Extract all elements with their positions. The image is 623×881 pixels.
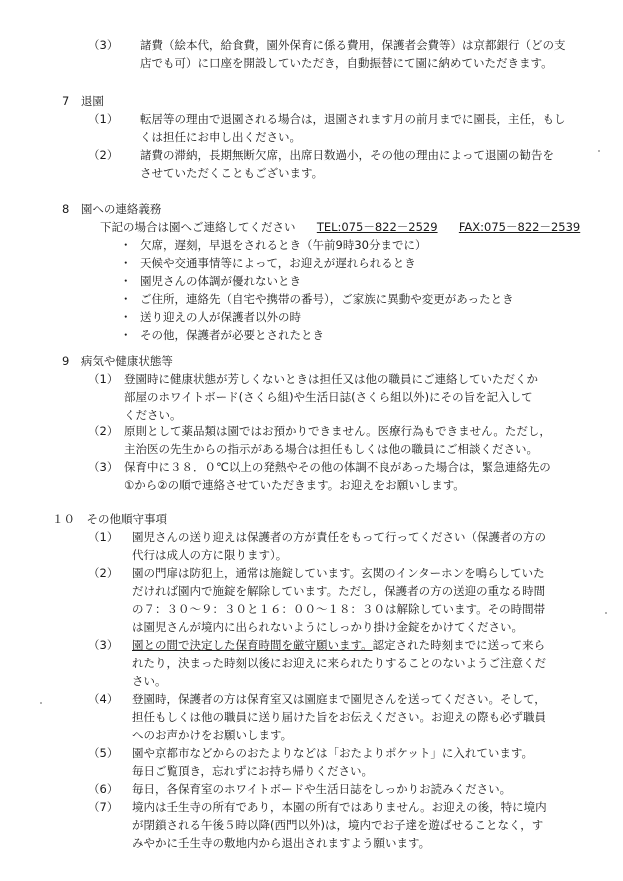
section-10-title: １０ その他順守事項 <box>52 512 167 526</box>
s8-bullet-4: ご住所，連絡先（自宅や携帯の番号），ご家族に異動や変更があったとき <box>140 292 514 306</box>
s10-item4-line-2: 担任もしくは他の職員に送り届けた旨をお伝えください。お迎えの際も必ず職員 <box>132 710 546 724</box>
s10-item4-line-1: 登園時，保護者の方は保育室又は園庭まで園児さんを送ってください。そして， <box>132 692 546 706</box>
s9-item1-line-2: 部屋のホワイトボード(さくら組)や生活日誌(さくら組以外)にその旨を記入して <box>124 390 533 404</box>
s10-item3-line-3: さい。 <box>132 674 167 688</box>
s7-item2-line-2: させていただくこともございます。 <box>140 166 324 180</box>
s8-intro-line <box>100 218 580 236</box>
s10-item2-line-4: は園児さんが境内に出られないようにしっかり掛け金錠をかけてください。 <box>132 620 523 634</box>
s8-bullet-5: 送り迎えの人が保護者以外の時 <box>140 310 301 324</box>
s9-item3-line-2: ①から②の順で連絡させていただきます。お迎えをお願いします。 <box>124 478 465 492</box>
s10-item1-line-1: 園児さんの送り迎えは保護者の方が責任をもって行ってください（保護者の方の <box>132 530 546 544</box>
s10-item7-line-3: みやかに壬生寺の敷地内から退出されますよう願います。 <box>132 836 431 850</box>
s7-item2-line-1: 諸費の滞納，長期無断欠席，出席日数過小，その他の理由によって退園の勧告を <box>140 148 554 162</box>
s7-item2-text <box>140 146 554 182</box>
s7-item2-number: （2） <box>88 148 119 162</box>
s10-item2-line-3: の７：３０～９：３０と１６：００～１８：３０は解除しています。その時間帯 <box>132 602 546 616</box>
s6-item3-number: （3） <box>88 38 119 52</box>
s9-item3-number: （3） <box>88 460 119 474</box>
s10-item4-text <box>132 690 546 744</box>
s6-item3-line-2: 店でも可）に口座を開設していただき，自動振替にて園に納めていただきます。 <box>140 56 553 70</box>
s10-item4-line-3: へのお声かけをお願いします。 <box>132 728 293 742</box>
section-7-title: 7 退園 <box>62 94 104 108</box>
s9-item3-text <box>124 458 551 494</box>
s9-item2-number: （2） <box>88 424 119 438</box>
s9-item1-text <box>124 370 538 424</box>
s10-item5-number: （5） <box>88 746 119 760</box>
s7-item1-text <box>140 110 566 146</box>
s8-bullet-3: 園児さんの体調が優れないとき <box>140 274 301 288</box>
s10-item3-number: （3） <box>88 638 119 652</box>
s8-bullet-1-dot: ・ <box>120 238 132 252</box>
s9-item3-line-1: 保育中に３８．０℃以上の発熱やその他の体調不良があった場合は，緊急連絡先の <box>124 460 551 474</box>
s9-item1-number: （1） <box>88 372 119 386</box>
s10-item1-number: （1） <box>88 530 119 544</box>
s7-item1-line-2: くは担任にお申し出ください。 <box>140 130 301 144</box>
section-8-title: 8 園への連絡義務 <box>62 202 162 216</box>
s8-bullet-4-dot: ・ <box>120 292 132 306</box>
s10-item3-line-2: れたり，決まった時刻以後にお迎えに来られたりすることのないようご注意くだ <box>132 656 546 670</box>
s8-bullet-2-dot: ・ <box>120 256 132 270</box>
s10-item1-text <box>132 528 546 564</box>
s10-item3-emphasis: 園との間で決定した保育時間を厳守願います。 <box>132 638 373 652</box>
s10-item3-text <box>132 636 546 690</box>
s10-item7-line-2: が閉鎖される午後５時以降(西門以外)は，境内でお子達を遊ばせることなく，す <box>132 818 544 832</box>
s9-item2-text <box>124 422 551 458</box>
s10-item1-line-2: 代行は成人の方に限ります）。 <box>132 548 288 562</box>
s10-item3-line-1-rest: 認定された時刻までに送って来ら <box>372 638 546 652</box>
scan-speck <box>598 150 600 152</box>
s10-item6-text <box>132 780 511 798</box>
s8-bullet-6-dot: ・ <box>120 328 132 342</box>
s10-item6-line-1: 毎日，各保育室のホワイトボードや生活日誌をしっかりお読みください。 <box>132 782 512 796</box>
s10-item5-line-2: 毎日ご覧頂き，忘れずにお持ち帰りください。 <box>132 764 374 778</box>
s10-item3-line-1 <box>132 636 546 654</box>
s9-item2-line-1: 原則として薬品類は園ではお預かりできません。医療行為もできません。ただし， <box>124 424 551 438</box>
s7-item1-line-1: 転居等の理由で退園される場合は，退園されます月の前月までに園長，主任，もし <box>140 112 566 126</box>
scan-speck <box>40 702 42 704</box>
s10-item5-text <box>132 744 533 780</box>
s10-item2-line-1: 園の門扉は防犯上，通常は施錠しています。玄関のインターホンを鳴らしていた <box>132 566 545 580</box>
s9-item2-line-2: 主治医の先生からの指示がある場合は担任もしくは他の職員にご相談ください。 <box>124 442 538 456</box>
s10-item4-number: （4） <box>88 692 119 706</box>
scan-speck <box>605 612 607 614</box>
s8-bullet-5-dot: ・ <box>120 310 132 324</box>
s8-bullet-1: 欠席，遅刻，早退をされるとき（午前9時30分までに） <box>140 238 427 252</box>
s10-item2-line-2: だければ園内で施錠を解除しています。ただし，保護者の方の送迎の重なる時間 <box>132 584 546 598</box>
s6-item3-line-1: 諸費（絵本代，給食費，園外保育に係る費用，保護者会費等）は京都銀行（どの支 <box>140 38 566 52</box>
section-9-title: 9 病気や健康状態等 <box>62 354 173 368</box>
s9-item1-line-3: ください。 <box>124 408 182 422</box>
s8-intro-text: 下記の場合は園へご連絡してください <box>100 220 296 234</box>
s10-item7-text <box>132 798 547 852</box>
s10-item5-line-1: 園や京都市などからのおたよりなどは「おたよりポケット」に入れています。 <box>132 746 534 760</box>
s10-item7-number: （7） <box>88 800 119 814</box>
s8-bullet-2: 天候や交通事情等によって，お迎えが遅れられるとき <box>140 256 416 270</box>
s8-tel: TEL:075－822－2529 <box>316 220 438 234</box>
s10-item7-line-1: 境内は壬生寺の所有であり，本園の所有ではありません。お迎えの後，特に境内 <box>132 800 547 814</box>
s8-fax: FAX:075－822－2539 <box>458 220 581 234</box>
s7-item1-number: （1） <box>88 112 119 126</box>
s10-item6-number: （6） <box>88 782 119 796</box>
s9-item1-line-1: 登園時に健康状態が芳しくないときは担任又は他の職員にご連絡していただくか <box>124 372 538 386</box>
s10-item2-number: （2） <box>88 566 119 580</box>
s8-bullet-3-dot: ・ <box>120 274 132 288</box>
s8-bullet-6: その他，保護者が必要とされたとき <box>140 328 324 342</box>
s6-item3-text <box>140 36 566 72</box>
s10-item2-text <box>132 564 545 636</box>
